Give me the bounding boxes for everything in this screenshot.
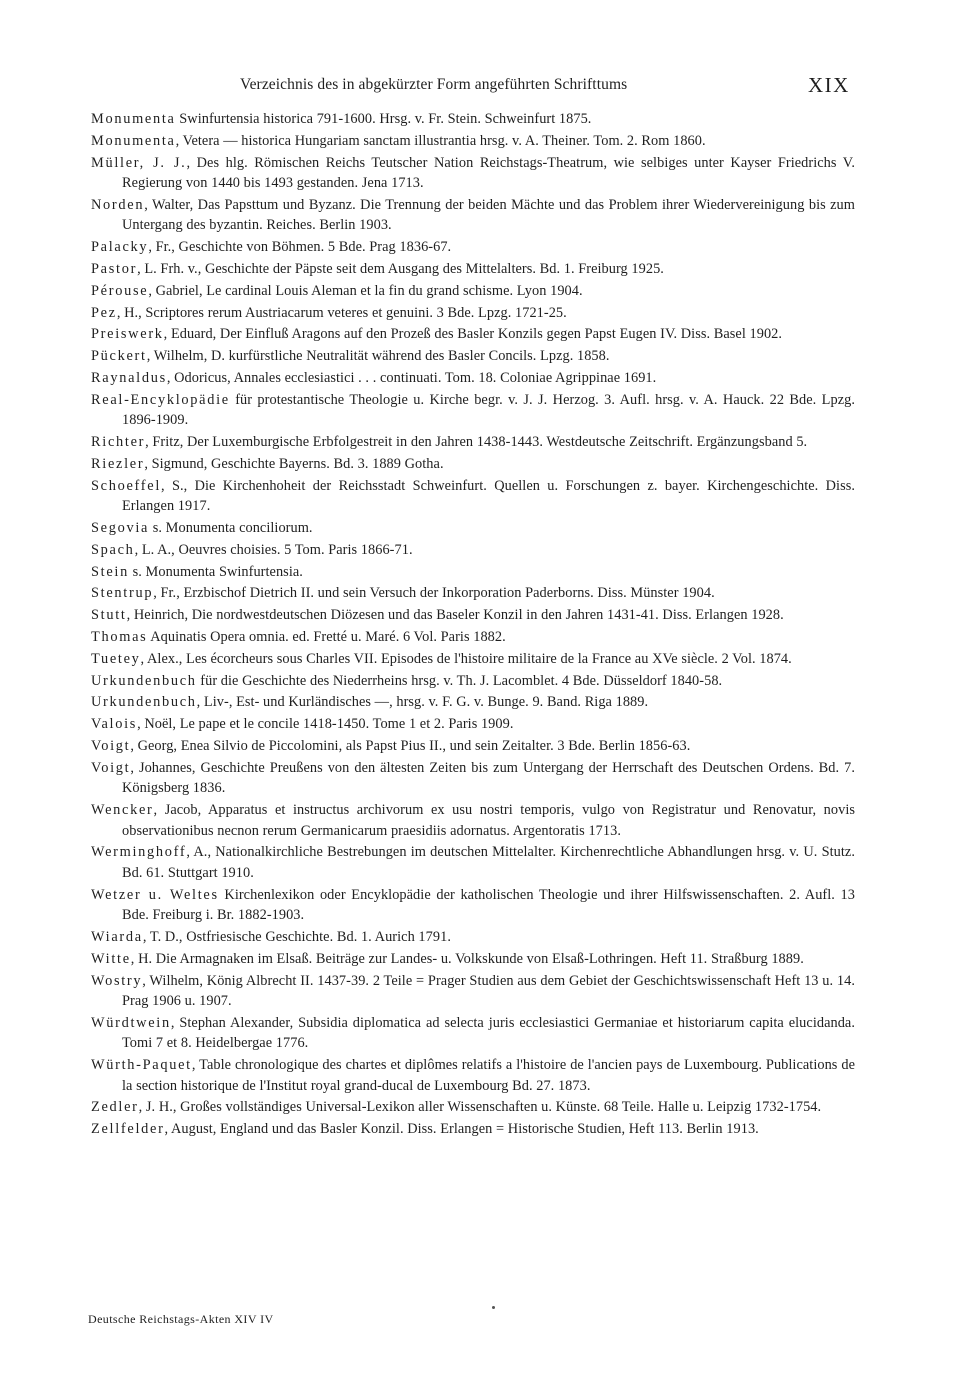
entry-text: , Sigmund, Geschichte Bayerns. Bd. 3. 1889 Gotha.: [144, 455, 444, 472]
bibliography-entry: [91, 583, 855, 604]
entry-text: , Vetera — historica Hungariam sanctam illustrantia hrsg. v. A. Theiner. Tom. 2. Rom 1860.: [175, 132, 706, 149]
entry-text: Kirchenlexikon oder Encyklopädie der katholischen Theologie und ihrer Hilfswissenschaften. 2. Aufl. 13 Bde. Freiburg i. Br. 1882-1903.: [122, 886, 856, 924]
entry-author: Pückert: [91, 348, 147, 365]
bibliography-entry: [91, 714, 855, 735]
bibliography-entry: [91, 131, 855, 152]
bibliography-entry: [91, 1097, 855, 1118]
entry-author: Palacky: [91, 239, 149, 256]
entry-author: Pérouse: [91, 282, 149, 299]
entry-text: , Fritz, Der Luxemburgische Erbfolgestreit in den Jahren 1438-1443. Westdeutsche Zeitschrift. Ergänzungsband 5.: [145, 434, 808, 451]
bibliography-entry: [91, 562, 855, 583]
entry-author: Segovia: [91, 519, 150, 536]
bibliography-entry: [91, 649, 855, 670]
bibliography-entry: [91, 237, 855, 258]
entry-author: Preiswerk: [91, 326, 164, 343]
entry-text: , Des hlg. Römischen Reichs Teutscher Nation Reichstags-Theatrum, wie selbiges unter Kayser Friedrichs V. Regierung von 1440 bis 1493 gestanden. Jena 1713.: [122, 154, 855, 192]
bibliography-entry: [91, 842, 855, 883]
bibliography-entry: [91, 758, 855, 799]
entry-text: , A., Nationalkirchliche Bestrebungen im deutschen Mittelalter. Kirchenrechtliche Abhandlungen hrsg. v. U. Stutz. Bd. 61. Stuttgart 1910.: [122, 844, 855, 881]
entry-text: Aquinatis Opera omnia. ed. Fretté u. Maré. 6 Vol. Paris 1882.: [147, 628, 506, 645]
bibliography-entry: [91, 885, 855, 926]
entry-text: , J. H., Großes vollständiges Universal-Lexikon aller Wissenschaften u. Künste. 68 Teile. Halle u. Leipzig 1732-1754.: [138, 1099, 822, 1116]
bibliography-entry: [91, 1013, 855, 1054]
bibliography-entry: [91, 800, 855, 841]
bibliography-entry: [91, 303, 855, 324]
bibliography-entry: [91, 195, 855, 236]
bibliography-entry: [91, 432, 855, 453]
entry-text: Swinfurtensia historica 791-1600. Hrsg. v. Fr. Stein. Schweinfurt 1875.: [175, 111, 592, 127]
bibliography-entry: [91, 368, 855, 389]
entry-text: , H., Scriptores rerum Austriacarum veteres et genuini. 3 Bde. Lpzg. 1721-25.: [116, 304, 567, 321]
bibliography-entry: [91, 476, 855, 517]
bibliography-entry: [91, 927, 855, 948]
entry-text: für die Geschichte des Niederrheins hrsg. v. Th. J. Lacomblet. 4 Bde. Düsseldorf 1840-58.: [196, 672, 723, 689]
entry-author: Müller, J. J.: [91, 154, 187, 171]
bibliography-entry: [91, 518, 855, 539]
entry-author: Würth-Paquet: [91, 1057, 192, 1074]
entry-text: , Alex., Les écorcheurs sous Charles VII. Episodes de l'histoire militaire de la France au XVe siècle. 2 Vol. 1874.: [140, 650, 792, 667]
bibliography-entry: [91, 627, 855, 648]
entry-author: Monumenta: [91, 111, 176, 127]
bibliography-entry: [91, 153, 855, 194]
bibliography-entry: [91, 1119, 855, 1140]
entry-author: Voigt: [91, 759, 131, 776]
entry-text: , Walter, Das Papsttum und Byzanz. Die Trennung der beiden Mächte und das Problem ihrer Wiedervereinigung bis zum Untergang des byzantin. Reiches. Berlin 1903.: [122, 196, 855, 234]
entry-text: , Table chronologique des chartes et diplômes relatifs a l'histoire de l'ancien pays de Luxembourg. Publications de la section historique de l'Institut royal grand-ducal de Luxembourg Bd. 27. 1873.: [122, 1057, 855, 1094]
entry-author: Stentrup: [91, 585, 154, 602]
bibliography-list: [91, 109, 855, 1141]
entry-author: Urkundenbuch: [91, 694, 197, 711]
entry-text: , Fr., Geschichte von Böhmen. 5 Bde. Prag 1836-67.: [148, 239, 452, 256]
entry-text: , Gabriel, Le cardinal Louis Aleman et la fin du grand schisme. Lyon 1904.: [148, 282, 583, 299]
bibliography-entry: [91, 692, 855, 713]
entry-author: Wencker: [91, 802, 154, 819]
entry-text: , Heinrich, Die nordwestdeutschen Diözesen und das Baseler Konzil in den Jahren 1431-41. Diss. Erlangen 1928.: [126, 607, 784, 624]
entry-author: Zedler: [91, 1099, 139, 1116]
bibliography-entry: [91, 736, 855, 757]
bibliography-entry: [91, 671, 855, 692]
entry-text: , Jacob, Apparatus et instructus archivorum ex usu nostri temporis, vulgo von Registratur und Renovatur, novis observationibus necnon rerum Germanicarum praesidiis adornatus. Argentoratis 1713.: [122, 802, 855, 839]
entry-author: Stein: [91, 563, 129, 580]
bibliography-entry: [91, 346, 855, 367]
entry-text: , Johannes, Geschichte Preußens von den ältesten Zeiten bis zum Untergang der Herrschaft des Deutschen Ordens. Bd. 7. Königsberg 1836.: [122, 759, 855, 797]
bibliography-entry: [91, 281, 855, 302]
entry-text: , Liv-, Est- und Kurländisches —, hrsg. v. F. G. v. Bunge. 9. Band. Riga 1889.: [196, 694, 649, 711]
entry-author: Witte: [91, 950, 131, 967]
entry-author: Schoeffel: [91, 477, 161, 494]
entry-author: Thomas: [91, 628, 148, 645]
bibliography-entry: [91, 971, 855, 1012]
entry-text: s. Monumenta conciliorum.: [149, 519, 313, 536]
entry-author: Pez: [91, 304, 117, 321]
page-title: Verzeichnis des in abgekürzter Form angeführten Schrifttums: [240, 76, 628, 93]
entry-author: Pastor: [91, 260, 138, 277]
entry-author: Wetzer u. Weltes: [91, 886, 219, 903]
bibliography-entry: [91, 1055, 855, 1096]
running-head: [0, 73, 960, 100]
entry-author: Voigt: [91, 737, 131, 754]
entry-text: , Wilhelm, D. kurfürstliche Neutralität während des Basler Concils. Lpzg. 1858.: [146, 348, 610, 365]
entry-author: Monumenta: [91, 132, 176, 149]
entry-text: , Wilhelm, König Albrecht II. 1437-39. 2 Teile = Prager Studien aus dem Gebiet der Geschichtswissenschaft Heft 13 u. 14. Prag 1906 u. 1907.: [122, 972, 855, 1009]
entry-author: Riezler: [91, 455, 145, 472]
bibliography-entry: [91, 605, 855, 626]
entry-text: s. Monumenta Swinfurtensia.: [129, 563, 303, 580]
entry-text: für protestantische Theologie u. Kirche begr. v. J. J. Herzog. 3. Aufl. hrsg. v. A. Hauck. 22 Bde. Lpzg. 1896-1909.: [122, 391, 855, 429]
entry-author: Spach: [91, 541, 135, 558]
entry-author: Valois: [91, 716, 138, 733]
bibliography-entry: [91, 259, 855, 280]
entry-author: Norden: [91, 196, 145, 213]
entry-text: , Georg, Enea Silvio de Piccolomini, als Papst Pius II., und sein Zeitalter. 3 Bde. Berlin 1856-63.: [130, 737, 691, 754]
entry-text: , Noël, Le pape et le concile 1418-1450. Tome 1 et 2. Paris 1909.: [137, 716, 514, 733]
entry-text: , Fr., Erzbischof Dietrich II. und sein Versuch der Inkorporation Paderborns. Diss. Münster 1904.: [153, 585, 715, 602]
entry-text: , August, England und das Basler Konzil. Diss. Erlangen = Historische Studien, Heft 113. Berlin 1913.: [164, 1121, 759, 1138]
entry-author: Urkundenbuch: [91, 672, 197, 689]
entry-author: Zellfelder: [91, 1121, 165, 1138]
bibliography-entry: [91, 454, 855, 475]
entry-author: Real-Encyklopädie: [91, 391, 230, 408]
page-number: XIX: [808, 73, 850, 97]
bibliography-entry: [91, 390, 855, 431]
bibliography-entry: [91, 949, 855, 970]
bibliography-entry: [91, 324, 855, 345]
entry-text: , Stephan Alexander, Subsidia diplomatica ad selecta juris ecclesiastici Germaniae et historiarum capita elucidanda. Tomi 7 et 8. Heidelbergae 1776.: [122, 1014, 855, 1052]
entry-text: , T. D., Ostfriesische Geschichte. Bd. 1. Aurich 1791.: [142, 928, 451, 945]
entry-text: , Odoricus, Annales ecclesiastici . . . continuati. Tom. 18. Coloniae Agrippinae 1691.: [166, 369, 657, 386]
footer-signature: Deutsche Reichstags-Akten XIV IV: [88, 1312, 274, 1326]
entry-author: Wiarda: [91, 928, 143, 945]
entry-text: , H. Die Armagnaken im Elsaß. Beiträge zur Landes- u. Volkskunde von Elsaß-Lothringen. Heft 11. Straßburg 1889.: [130, 950, 804, 967]
entry-text: , S., Die Kirchenhoheit der Reichsstadt Schweinfurt. Quellen u. Forschungen z. bayer. Kirchengeschichte. Diss. Erlangen 1917.: [122, 477, 855, 515]
bibliography-entry: [91, 540, 855, 561]
entry-author: Raynaldus: [91, 369, 167, 386]
entry-author: Werminghoff: [91, 844, 187, 861]
entry-author: Richter: [91, 434, 146, 451]
entry-text: , Eduard, Der Einfluß Aragons auf den Prozeß des Basler Konzils gegen Papst Eugen IV. Diss. Basel 1902.: [163, 326, 783, 343]
ink-speck: [492, 1306, 495, 1309]
entry-author: Tuetey: [91, 650, 141, 667]
entry-text: , L. A., Oeuvres choisies. 5 Tom. Paris 1866-71.: [134, 541, 413, 558]
entry-author: Würdtwein: [91, 1014, 171, 1031]
entry-text: , L. Frh. v., Geschichte der Päpste seit dem Ausgang des Mittelalters. Bd. 1. Freiburg 1925.: [137, 260, 664, 277]
bibliography-entry: [91, 109, 855, 130]
entry-author: Wostry: [91, 972, 143, 989]
entry-author: Stutt: [91, 607, 127, 624]
